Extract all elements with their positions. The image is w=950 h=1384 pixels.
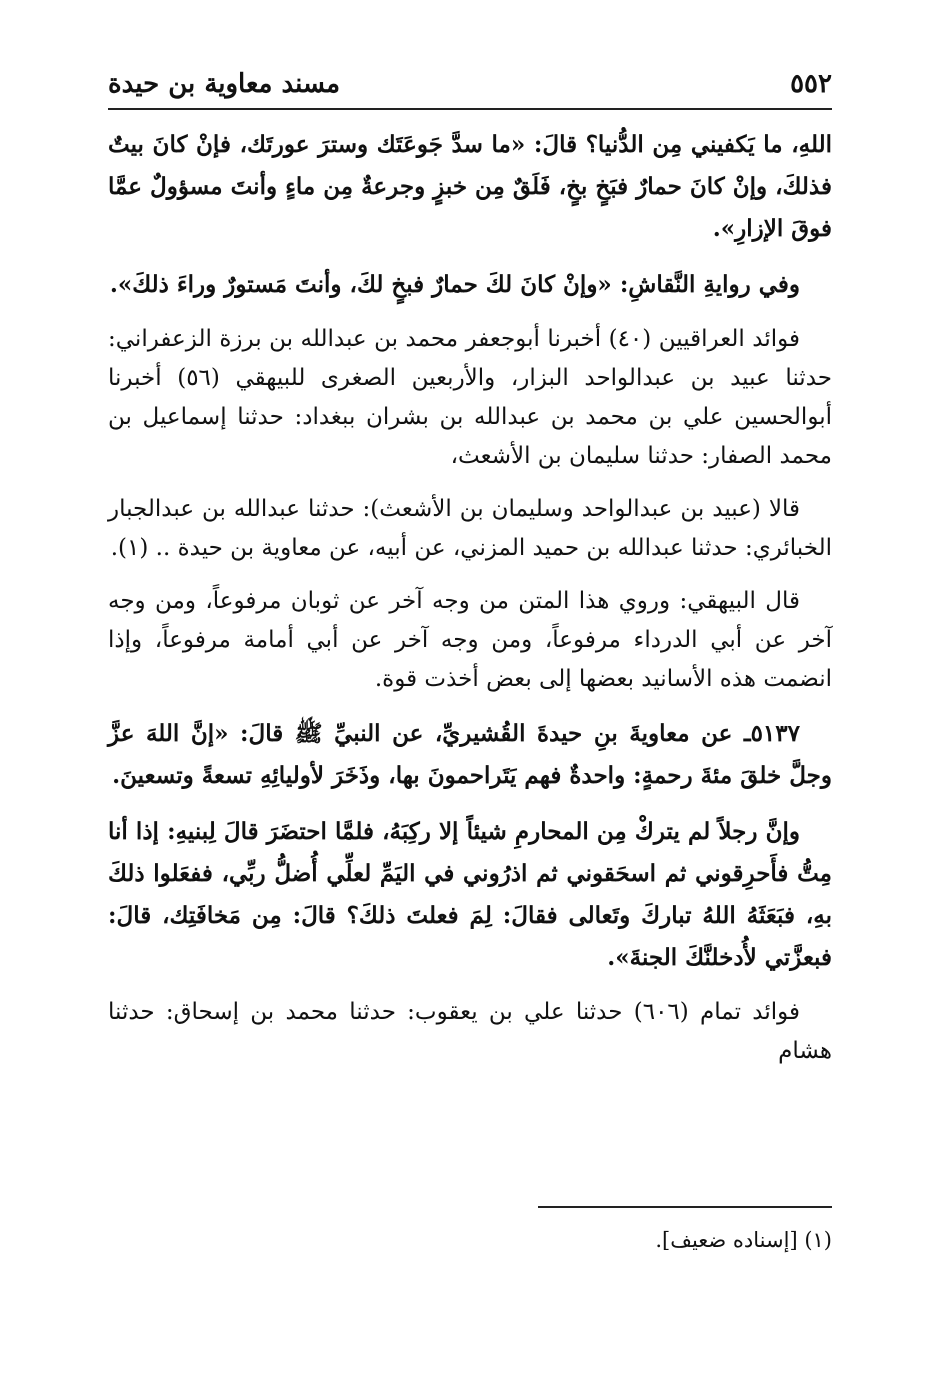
paragraph-source-iraqiyyin: فوائد العراقيين (٤٠) أخبرنا أبوجعفر محمد بن عبدالله بن برزة الزعفراني: حدثنا عبيد بن عبدالواحد البزار، والأربعين الصغرى للبيهقي (٥٦) أخبرنا أبوالحسين علي بن محمد بن عبدالله بن بشران ببغداد: حدثنا إسماعيل بن محمد الصفار: حدثنا سليمان بن الأشعث، [108, 326, 832, 469]
page-number: ٥٥٢ [790, 69, 832, 99]
paragraph-naqqash-narration: وفي روايةِ النَّقاشِ: «وإنْ كانَ لكَ حمارٌ فبخٍ لكَ، وأنتَ مَستورٌ وراءَ ذلكَ». [109, 271, 800, 298]
footnote: (١) [إسناده ضعيف]. [655, 1228, 832, 1252]
paragraph-hadith-continuation: اللهِ، ما يَكفيني مِن الدُّنيا؟ قالَ: «ما سدَّ جَوعَتَك وسترَ عورتَك، فإنْ كانَ بيتٌ فذلكَ، وإنْ كانَ حمارٌ فبَخٍ بخٍ، فَلَقٌ مِن خبزٍ وجرعةٌ مِن ماءٍ وأنتَ مسؤولٌ عمَّا فوقَ الإزارِ». [108, 131, 832, 242]
body-text [108, 124, 832, 1085]
paragraph-source-tammam: فوائد تمام (٦٠٦) حدثنا علي بن يعقوب: حدثنا محمد بن إسحاق: حدثنا هشام [108, 999, 832, 1064]
paragraph-hadith-5137: ٥١٣٧ـ عن معاويةَ بنِ حيدةَ القُشيريِّ، عن النبيِّ ﷺ قالَ: «إنَّ اللهَ عزَّ وجلَّ خلقَ مئةَ رحمةٍ: واحدةٌ فهم يَتَراحمونَ بها، وذَخَرَ لأوليائِهِ تسعةً وتسعينَ. [108, 720, 832, 789]
running-title: مسند معاوية بن حيدة [108, 69, 341, 99]
footnote-divider [538, 1206, 832, 1208]
paragraph-hadith-5137-cont: وإنَّ رجلاً لم يتركْ مِن المحارمِ شيئاً إلا ركِبَهُ، فلمَّا احتضَرَ قالَ لِبنيهِ: إذا أنا مِتُّ فأَحرِقوني ثم اسحَقوني ثم اذرُوني في اليَمِّ لعلِّي أُضلُّ ربِّي، ففعَلوا ذلكَ بهِ، فبَعَثَهُ اللهُ تباركَ وتَعالى فقالَ: لِمَ فعلتَ ذلكَ؟ قالَ: مِن مَخافَتِك، قالَ: فبعزَّتي لأُدخلنَّكَ الجنةَ». [108, 818, 832, 971]
paragraph-isnad-qala: قالا (عبيد بن عبدالواحد وسليمان بن الأشعث): حدثنا عبدالله بن عبدالجبار الخبائري: حدثنا عبدالله بن حميد المزني، عن أبيه، عن معاوية بن حيدة .. (١). [108, 496, 832, 561]
paragraph-bayhaqi-comment: قال البيهقي: وروي هذا المتن من وجه آخر عن ثوبان مرفوعاً، ومن وجه آخر عن أبي الدرداء مرفوعاً، ومن وجه آخر عن أبي أمامة مرفوعاً، وإذا انضمت هذه الأسانيد بعضها إلى بعض أخذت قوة. [108, 588, 832, 692]
page-header [108, 64, 832, 110]
